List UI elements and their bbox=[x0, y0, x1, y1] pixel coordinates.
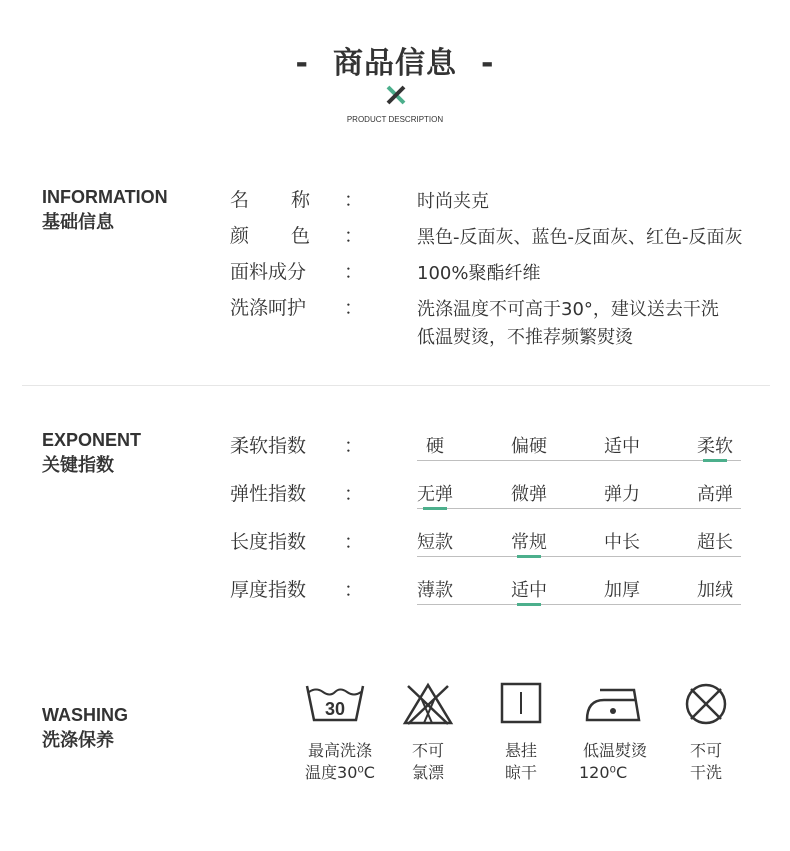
hang-dry-caption: 悬挂 晾干 bbox=[504, 741, 537, 782]
info-colon: ： bbox=[344, 297, 364, 319]
information-title-cn: 基础信息 bbox=[42, 212, 114, 233]
info-label-name: 名 称 bbox=[230, 189, 310, 211]
title-text: 商品信息 bbox=[333, 46, 457, 81]
scale-option: 微弹 bbox=[511, 484, 547, 505]
info-label-care: 洗涤呵护 bbox=[230, 297, 307, 319]
title-dash-right: - bbox=[481, 46, 495, 81]
scale-baseline bbox=[417, 508, 741, 509]
scale-selected-marker bbox=[517, 555, 541, 558]
scale-option: 加绒 bbox=[697, 580, 733, 601]
info-colon: ： bbox=[344, 225, 364, 247]
exponent-label-length: 长度指数 bbox=[230, 531, 307, 553]
info-value-name: 时尚夹克 bbox=[417, 191, 489, 212]
exponent-colon: ： bbox=[344, 435, 364, 457]
scale-selected-marker bbox=[517, 603, 541, 606]
exponent-title-cn: 关键指数 bbox=[42, 455, 114, 476]
info-value-color: 黑色-反面灰、蓝色-反面灰、红色-反面灰 bbox=[417, 227, 743, 248]
wash-30-caption: 最高洗涤 温度30⁰C bbox=[305, 741, 375, 782]
low-iron-caption: 低温熨烫 120⁰C bbox=[579, 741, 647, 782]
page-title bbox=[0, 38, 790, 82]
washing-title-cn: 洗涤保养 bbox=[42, 730, 114, 751]
low-iron-icon bbox=[584, 682, 642, 724]
scale-option: 中长 bbox=[604, 532, 640, 553]
scale-option: 短款 bbox=[417, 532, 453, 553]
cross-icon bbox=[385, 84, 407, 106]
section-divider bbox=[22, 385, 770, 386]
scale-option: 适中 bbox=[604, 436, 640, 457]
scale-option: 柔软 bbox=[697, 436, 733, 457]
page-subtitle: PRODUCT DESCRIPTION bbox=[346, 115, 444, 124]
scale-option: 弹力 bbox=[604, 484, 640, 505]
exponent-label-thickness: 厚度指数 bbox=[230, 579, 307, 601]
exponent-label-elasticity: 弹性指数 bbox=[230, 483, 307, 505]
no-bleach-caption: 不可 氯漂 bbox=[411, 741, 444, 782]
hang-dry-icon bbox=[500, 682, 542, 724]
info-label-color: 颜 色 bbox=[230, 225, 310, 247]
scale-option: 无弹 bbox=[417, 484, 453, 505]
scale-baseline bbox=[417, 556, 741, 557]
scale-option: 硬 bbox=[426, 436, 444, 457]
scale-baseline bbox=[417, 460, 741, 461]
scale-option: 薄款 bbox=[417, 580, 453, 601]
thickness-scale bbox=[417, 576, 741, 606]
information-title-en: INFORMATION bbox=[42, 187, 168, 207]
title-dash-left: - bbox=[295, 46, 309, 81]
scale-option: 常规 bbox=[511, 532, 547, 553]
no-bleach-icon bbox=[402, 682, 454, 726]
scale-baseline bbox=[417, 604, 741, 605]
info-colon: ： bbox=[344, 261, 364, 283]
info-value-care-line1: 洗涤温度不可高于30°，建议送去干洗 bbox=[417, 299, 719, 320]
info-value-fabric: 100%聚酯纤维 bbox=[417, 263, 541, 284]
no-dry-clean-caption: 不可 干洗 bbox=[689, 741, 722, 782]
exponent-colon: ： bbox=[344, 483, 364, 505]
scale-option: 适中 bbox=[511, 580, 547, 601]
scale-option: 偏硬 bbox=[511, 436, 547, 457]
info-value-care-line2: 低温熨烫，不推荐频繁熨烫 bbox=[417, 327, 633, 348]
length-scale bbox=[417, 528, 741, 558]
wash-temperature-label: 30 bbox=[324, 699, 346, 719]
scale-option: 高弹 bbox=[697, 484, 733, 505]
info-label-fabric: 面料成分 bbox=[230, 261, 307, 283]
wash-30-icon bbox=[304, 682, 366, 724]
exponent-label-softness: 柔软指数 bbox=[230, 435, 307, 457]
scale-selected-marker bbox=[423, 507, 447, 510]
no-dry-clean-icon bbox=[684, 682, 728, 726]
exponent-colon: ： bbox=[344, 531, 364, 553]
info-colon: ： bbox=[344, 189, 364, 211]
washing-title-en: WASHING bbox=[42, 705, 129, 725]
exponent-colon: ： bbox=[344, 579, 364, 601]
scale-selected-marker bbox=[703, 459, 727, 462]
scale-option: 加厚 bbox=[604, 580, 640, 601]
exponent-title-en: EXPONENT bbox=[42, 430, 142, 450]
scale-option: 超长 bbox=[697, 532, 733, 553]
elasticity-scale bbox=[417, 480, 741, 510]
softness-scale bbox=[417, 432, 741, 462]
